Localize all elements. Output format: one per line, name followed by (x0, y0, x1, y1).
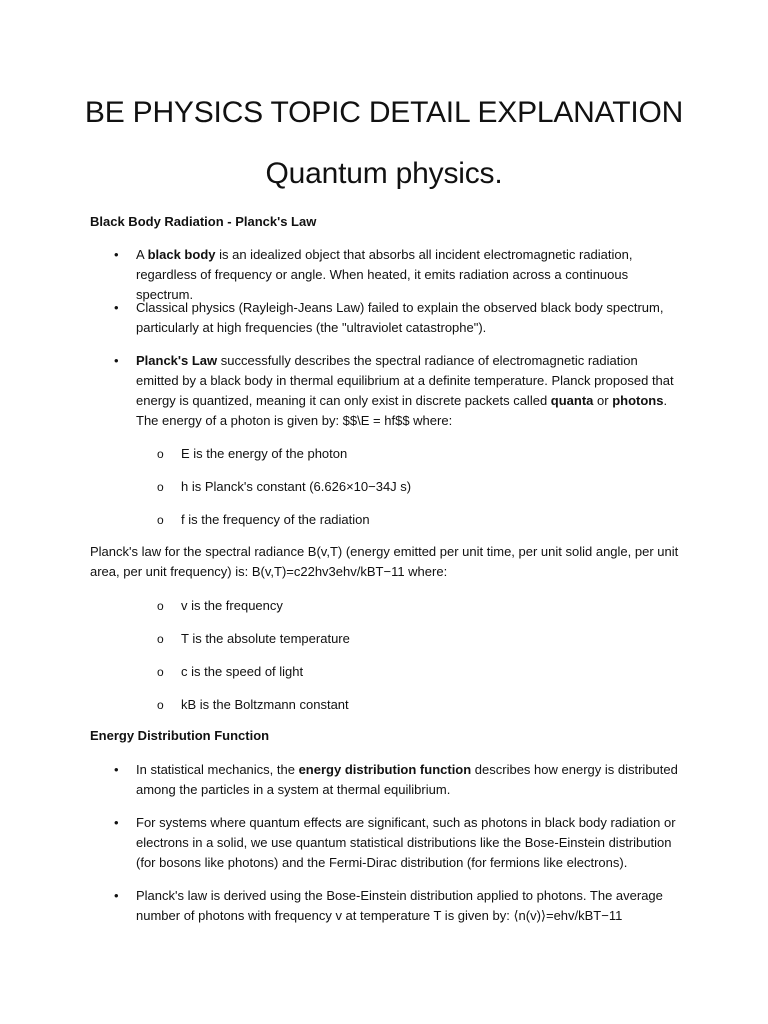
list-item (114, 760, 680, 800)
list-item (114, 813, 680, 873)
list-item-text: In statistical mechanics, the energy distribution function describes how energy is distributed among the particles in a system at thermal equilibrium. (136, 762, 678, 797)
list-item-text: Classical physics (Rayleigh-Jeans Law) failed to explain the observed black body spectrum, particularly at high frequencies (the "ultraviolet catastrophe"). (136, 300, 664, 335)
sub-list-item: o E is the energy of the photon (157, 444, 677, 464)
circle-bullet-icon: o (157, 698, 164, 712)
sub-list-item: o kB is the Boltzmann constant (157, 695, 677, 715)
document-subtitle: Quantum physics. (265, 157, 503, 190)
circle-bullet-icon: o (157, 447, 164, 461)
list-item-text: Planck's Law successfully describes the spectral radiance of electromagnetic radiation emitted by a black body in thermal equilibrium at a definite temperature. Planck proposed that energy is quantized, meaning it can only exist in discrete packets called quanta or photons. The energy of a photon is given by: $$\E = hf$$ where: (136, 353, 674, 428)
list-item-text: For systems where quantum effects are significant, such as photons in black body radiation or electrons in a solid, we use quantum statistical distributions like the Bose-Einstein distribution (for bosons like photons) and the Fermi-Dirac distribution (for fermions like electrons). (136, 815, 676, 870)
bullet-icon: • (114, 353, 119, 368)
sub-list-item: o v is the frequency (157, 596, 677, 616)
list-item (114, 886, 680, 926)
planck-law-paragraph: Planck's law for the spectral radiance B(v,T) (energy emitted per unit time, per unit solid angle, per unit area, per unit frequency) is: B(v,T)=c22hv3ehv/kBT−11 where: (90, 544, 679, 579)
circle-bullet-icon: o (157, 599, 164, 613)
sub-list-item: o f is the frequency of the radiation (157, 510, 677, 530)
sub-list-item: o c is the speed of light (157, 662, 677, 682)
list-item (114, 245, 680, 305)
list-item-text: A black body is an idealized object that absorbs all incident electromagnetic radiation, regardless of frequency or angle. When heated, it emits radiation across a continuous spectrum. (136, 247, 633, 302)
bullet-icon: • (114, 247, 119, 262)
bullet-icon: • (114, 815, 119, 830)
list-item (114, 351, 680, 431)
bullet-icon: • (114, 888, 119, 903)
circle-bullet-icon: o (157, 480, 164, 494)
sub-list-item: o h is Planck's constant (6.626×10−34J s) (157, 477, 677, 497)
bullet-icon: • (114, 300, 119, 315)
list-item-text: Planck's law is derived using the Bose-Einstein distribution applied to photons. The average number of photons with frequency v at temperature T is given by: ⟨n(v)⟩=ehv/kBT−11 (136, 888, 663, 923)
circle-bullet-icon: o (157, 513, 164, 527)
document-title: BE PHYSICS TOPIC DETAIL EXPLANATION (84, 96, 684, 129)
bullet-icon: • (114, 762, 119, 777)
circle-bullet-icon: o (157, 632, 164, 646)
circle-bullet-icon: o (157, 665, 164, 679)
sub-list-item: o T is the absolute temperature (157, 629, 677, 649)
section-heading-energy-distribution: Energy Distribution Function (90, 728, 270, 743)
list-item (114, 298, 680, 338)
section-heading-black-body: Black Body Radiation - Planck's Law (90, 214, 317, 229)
